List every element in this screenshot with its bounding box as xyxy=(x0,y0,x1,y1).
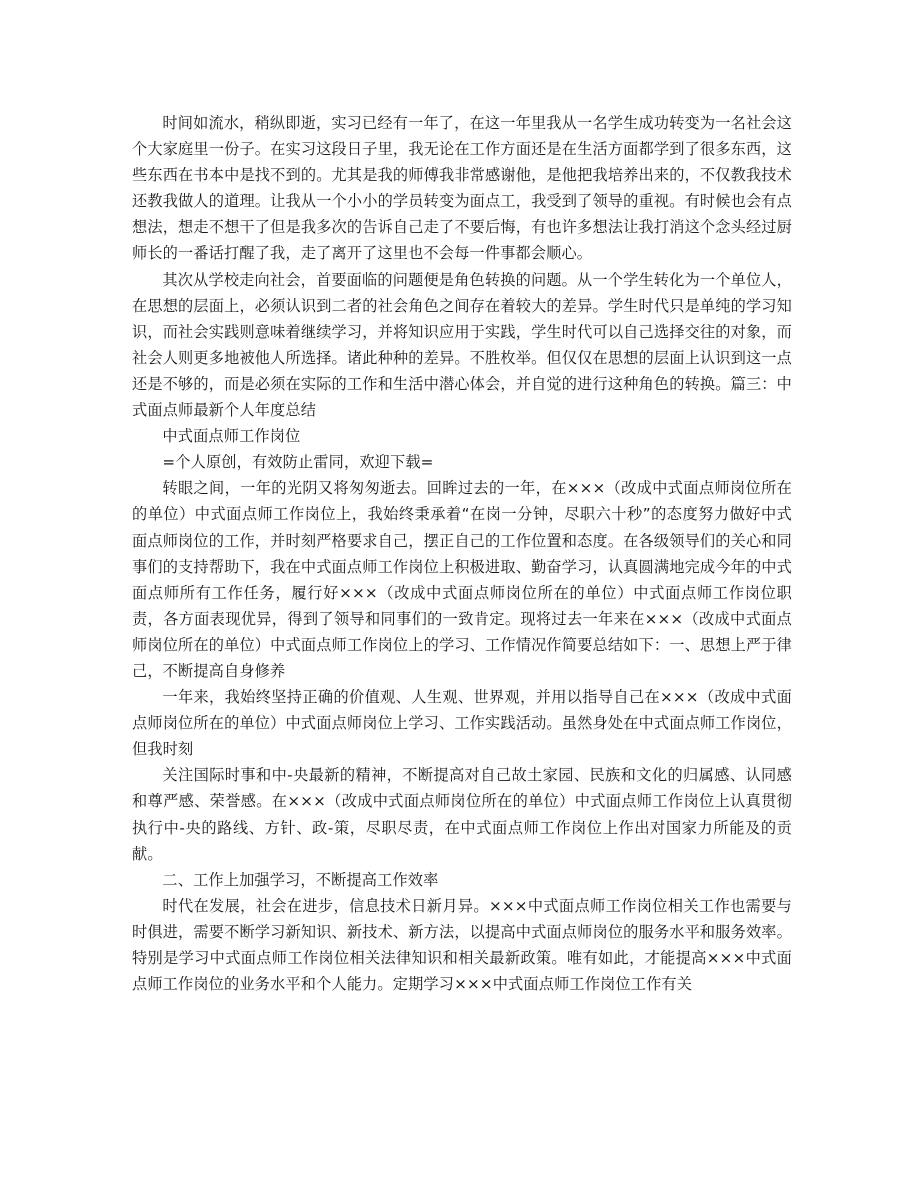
paragraph-values: 一年来，我始终坚持正确的价值观、人生观、世界观，并用以指导自己在×××（改成中式面点师岗位所在的单位）中式面点师岗位上学习、工作实践活动。虽然身处在中式面点师工作岗位，但我时刻 xyxy=(132,688,792,759)
section-heading-work-efficiency: 二、工作上加强学习，不断提高工作效率 xyxy=(162,870,439,889)
paragraph-continuous-learning: 时代在发展，社会在进步，信息技术日新月异。×××中式面点师工作岗位相关工作也需要与时俱进，需要不断学习新知识、新技术、新方法，以提高中式面点师岗位的服务水平和服务效率。特别是学习中式面点师工作岗位相关法律知识和相关最新政策。唯有如此，才能提高×××中式面点师工作岗位的业务水平和个人能力。定期学习×××中式面点师工作岗位工作有关 xyxy=(132,896,792,994)
document-body xyxy=(132,110,792,997)
section-heading-position: 中式面点师工作岗位 xyxy=(162,427,301,446)
paragraph-role-transition: 其次从学校走向社会，首要面临的问题便是角色转换的问题。从一个学生转化为一个单位人，在思想的层面上，必须认识到二者的社会角色之间存在着较大的差异。学生时代只是单纯的学习知识，而社会实践则意味着继续学习，并将知识应用于实践，学生时代可以自己选择交往的对象，而社会人则更多地被他人所选择。诸此种种的差异。不胜枚举。但仅仅在思想的层面上认识到这一点还是不够的，而是必须在实际的工作和生活中潜心体会，并自觉的进行这种角色的转换。篇三：中式面点师最新个人年度总结 xyxy=(132,270,792,420)
original-notice: =个人原创，有效防止雷同，欢迎下载= xyxy=(162,453,434,472)
paragraph-internship-reflection: 时间如流水，稍纵即逝，实习已经有一年了，在这一年里我从一名学生成功转变为一名社会这个大家庭里一份子。在实习这段日子里，我无论在工作方面还是在生活方面都学到了很多东西，这些东西在书本中是找不到的。尤其是我的师傅我非常感谢他，是他把我培养出来的，不仅教我技术还教我做人的道理。让我从一个小小的学员转变为面点工，我受到了领导的重视。有时候也会有点想法，想走不想干了但是我多次的告诉自己走了不要后悔，有也许多想法让我打消这个念头经过厨师长的一番话打醒了我，走了离开了这里也不会每一件事都会顺心。 xyxy=(132,114,792,263)
paragraph-current-affairs: 关注国际时事和中-央最新的精神，不断提高对自己故土家园、民族和文化的归属感、认同感和尊严感、荣誉感。在×××（改成中式面点师岗位所在的单位）中式面点师工作岗位上认真贯彻执行中-央的路线、方针、政-策，尽职尽责，在中式面点师工作岗位上作出对国家力所能及的贡献。 xyxy=(132,766,792,863)
paragraph-year-summary: 转眼之间，一年的光阴又将匆匆逝去。回眸过去的一年，在×××（改成中式面点师岗位所在的单位）中式面点师工作岗位上，我始终秉承着“在岗一分钟，尽职六十秒”的态度努力做好中式面点师岗位的工作，并时刻严格要求自己，摆正自己的工作位置和态度。在各级领导们的关心和同事们的支持帮助下，我在中式面点师工作岗位上积极进取、勤奋学习，认真圆满地完成今年的中式面点师所有工作任务，履行好×××（改成中式面点师岗位所在的单位）中式面点师工作岗位职责，各方面表现优异，得到了领导和同事们的一致肯定。现将过去一年来在×××（改成中式面点师岗位所在的单位）中式面点师工作岗位上的学习、工作情况作简要总结如下：一、思想上严于律己，不断提高自身修养 xyxy=(132,479,792,680)
